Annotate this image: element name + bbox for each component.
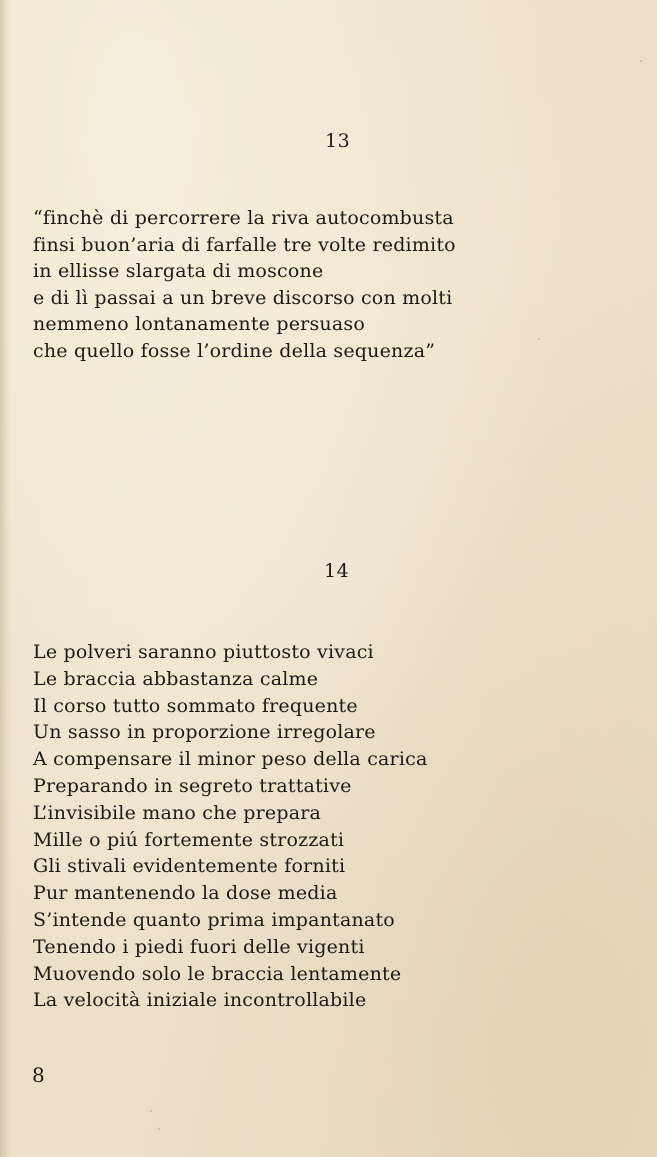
poem-line: A compensare il minor peso della carica xyxy=(33,748,428,771)
poem-line: Pur mantenendo la dose media xyxy=(33,882,338,905)
poem-line: Mille o piú fortemente strozzati xyxy=(33,828,345,851)
poem-line: Il corso tutto sommato frequente xyxy=(33,694,358,717)
poem-line: L’invisibile mano che prepara xyxy=(33,801,322,824)
poem-line: che quello fosse l’ordine della sequenza” xyxy=(33,339,436,362)
section-number-13: 13 xyxy=(325,130,351,152)
paper-speck xyxy=(538,338,540,340)
poem-line: nemmeno lontanamente persuaso xyxy=(33,313,365,336)
poem-line: S’intende quanto prima impantanato xyxy=(33,908,395,931)
page-number: 8 xyxy=(32,1063,45,1087)
poem-line: “finchè di percorrere la riva autocombusta xyxy=(33,207,454,229)
poem-line: La velocità iniziale incontrollabile xyxy=(33,989,367,1012)
poem-line: Gli stivali evidentemente forniti xyxy=(33,855,346,878)
poem-line: Preparando in segreto trattative xyxy=(33,774,352,797)
paper-speck xyxy=(158,1128,160,1130)
section-number-14: 14 xyxy=(324,560,350,582)
poem-line: Le polveri saranno piuttosto vivaci xyxy=(33,641,374,663)
poem-line: Un sasso in proporzione irregolare xyxy=(33,721,376,744)
poem-section-13 xyxy=(33,205,456,365)
poem-line: Muovendo solo le braccia lentamente xyxy=(33,962,402,985)
page-edge-shadow xyxy=(0,0,10,1157)
poem-line: e di lì passai a un breve discorso con molti xyxy=(33,286,453,309)
poem-section-14 xyxy=(33,639,428,1014)
poem-line: in ellisse slargata di moscone xyxy=(33,260,324,283)
poem-line: finsi buon’aria di farfalle tre volte redimito xyxy=(33,233,456,256)
paper-speck xyxy=(640,60,642,62)
poem-line: Tenendo i piedi fuori delle vigenti xyxy=(33,935,365,958)
paper-speck xyxy=(150,1110,152,1112)
poem-line: Le braccia abbastanza calme xyxy=(33,667,319,690)
